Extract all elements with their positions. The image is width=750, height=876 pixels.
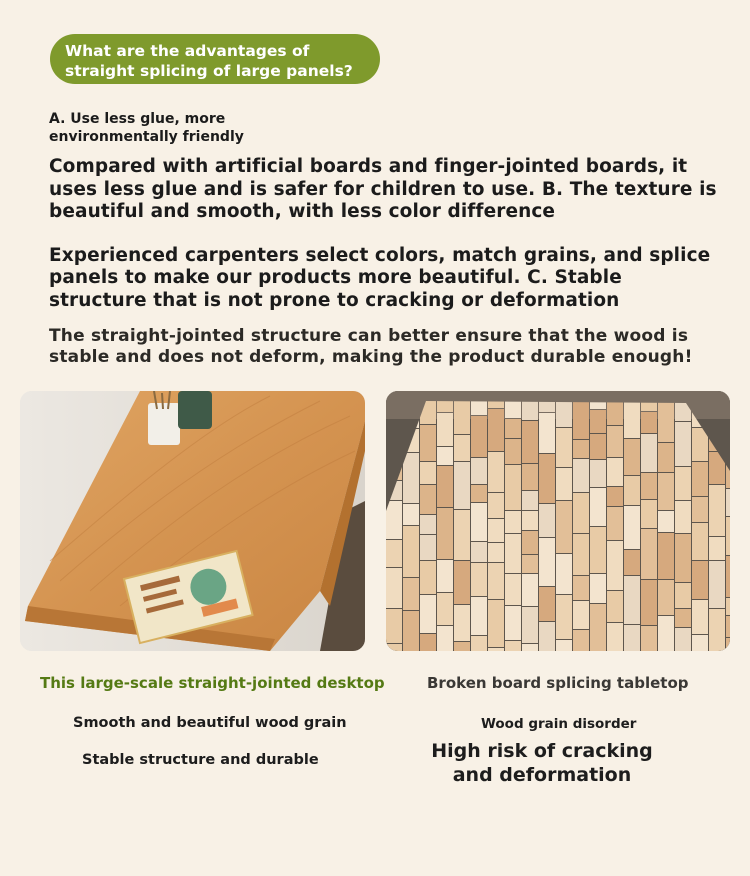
title-line-2: straight splicing of large panels? <box>65 62 353 80</box>
plank-segment <box>556 595 572 639</box>
plank-segment <box>437 626 453 651</box>
plank-segment <box>675 501 691 533</box>
plank-segment <box>420 485 436 514</box>
plank-segment <box>726 556 730 597</box>
plank-segment <box>420 462 436 484</box>
plank-segment <box>403 578 419 610</box>
plank-segment <box>641 434 657 472</box>
title-pill <box>50 34 380 84</box>
plank-segment <box>539 538 555 586</box>
plank-segment <box>692 462 708 496</box>
plank-segment <box>590 604 606 651</box>
plank-segment <box>505 439 521 464</box>
plank-segment <box>437 466 453 507</box>
plank-segment <box>726 489 730 516</box>
plank-segment <box>624 439 640 475</box>
plank-segment <box>403 504 419 525</box>
plank-segment <box>624 550 640 575</box>
plank-segment <box>386 568 402 608</box>
plank-segment <box>624 625 640 651</box>
plank-segment <box>420 561 436 594</box>
plank-segment <box>539 413 555 453</box>
plank-segment <box>488 600 504 647</box>
right-point-grain-disorder: Wood grain disorder <box>481 716 637 732</box>
plank-segment <box>454 605 470 641</box>
section-c-body-line-2: stable and does not deform, making the product durable enough! <box>49 347 693 367</box>
plank-segment <box>709 485 725 536</box>
plank-segment <box>641 473 657 499</box>
section-a-body-line-3: beautiful and smooth, with less color difference <box>49 201 556 222</box>
plank-segment <box>624 476 640 505</box>
section-b-body-line-2: panels to make our products more beautiful. C. Stable <box>49 267 622 288</box>
plank-segment <box>607 541 623 590</box>
plank-segment <box>641 412 657 433</box>
plank-segment <box>505 574 521 605</box>
plank-segment <box>573 440 589 458</box>
straight-jointed-caption: This large-scale straight-jointed desktop <box>40 674 385 692</box>
risk-line-1: High risk of cracking <box>431 740 653 762</box>
plank-segment <box>624 576 640 624</box>
plank-segment <box>505 534 521 573</box>
plank-segment <box>726 616 730 637</box>
plank-segment <box>386 501 402 539</box>
plank-segment <box>641 529 657 579</box>
risk-line-2: and deformation <box>452 764 632 786</box>
plank-segment <box>420 425 436 461</box>
plank-segment <box>641 500 657 528</box>
plank-segment <box>539 587 555 621</box>
plank-segment <box>505 511 521 533</box>
plank-segment <box>624 506 640 549</box>
plank-segment <box>590 574 606 603</box>
plank-segment <box>675 534 691 582</box>
section-a-heading-line-2: environmentally friendly <box>49 129 244 145</box>
plank-segment <box>420 634 436 651</box>
plank-segment <box>607 623 623 651</box>
plank-segment <box>573 601 589 629</box>
right-risk-warning <box>426 739 658 787</box>
plank-segment <box>675 467 691 500</box>
broken-board-caption: Broken board splicing tabletop <box>427 674 689 692</box>
plank-segment <box>641 626 657 651</box>
plank-segment <box>573 576 589 600</box>
plank-segment <box>607 426 623 457</box>
plank-segment <box>607 458 623 486</box>
plank-segment <box>420 535 436 560</box>
plank-segment <box>573 459 589 492</box>
plank-segment <box>471 636 487 651</box>
plank-segment <box>556 428 572 467</box>
plank-segment <box>539 454 555 503</box>
plank-segment <box>573 630 589 651</box>
plank-segment <box>692 561 708 599</box>
section-a-body-line-1: Compared with artificial boards and finger-jointed boards, it <box>49 156 688 177</box>
plank-segment <box>488 648 504 651</box>
plank-segment <box>403 611 419 651</box>
plank-segment <box>709 609 725 651</box>
plank-segment <box>437 447 453 465</box>
plank-segment <box>522 421 538 463</box>
plank-segment <box>488 543 504 562</box>
plank-segment <box>573 534 589 575</box>
plank-segment <box>403 526 419 577</box>
plank-segment <box>471 542 487 562</box>
plank-segment <box>658 473 674 510</box>
plank-segment <box>658 443 674 472</box>
plank-segment <box>471 597 487 635</box>
plank-segment <box>726 638 730 651</box>
plank-segment <box>454 435 470 461</box>
plank-segment <box>488 519 504 542</box>
plank-segment <box>522 607 538 643</box>
plank-segment <box>590 527 606 573</box>
plank-segment <box>726 598 730 615</box>
straight-jointed-desk-photo <box>20 391 365 651</box>
plank-segment <box>488 493 504 518</box>
section-b-body-line-1: Experienced carpenters select colors, match grains, and splice <box>49 245 711 266</box>
plank-segment <box>488 563 504 599</box>
plank-segment <box>454 462 470 509</box>
plank-segment <box>386 609 402 643</box>
plank-segment <box>505 641 521 651</box>
plank-segment <box>471 416 487 457</box>
plank-segment <box>437 508 453 559</box>
plank-segment <box>454 510 470 560</box>
left-point-durable: Stable structure and durable <box>82 752 319 768</box>
plank-segment <box>607 487 623 506</box>
plank-segment <box>590 434 606 459</box>
plank-segment <box>522 511 538 530</box>
plank-segment <box>641 580 657 625</box>
plank-segment <box>420 515 436 534</box>
plank-segment <box>522 644 538 651</box>
plank-segment <box>675 609 691 627</box>
title-line-1: What are the advantages of <box>65 42 310 60</box>
plank-segment <box>505 465 521 510</box>
plank-segment <box>590 488 606 526</box>
plank-segment <box>556 554 572 594</box>
plank-segment <box>454 642 470 651</box>
plank-segment <box>556 640 572 651</box>
plank-segment <box>522 464 538 490</box>
plank-segment <box>386 644 402 651</box>
plank-segment <box>505 419 521 438</box>
plank-segment <box>522 531 538 554</box>
plank-segment <box>522 491 538 510</box>
plank-segment <box>403 453 419 503</box>
plank-segment <box>675 583 691 608</box>
plank-segment <box>692 497 708 522</box>
plank-segment <box>590 410 606 433</box>
plank-segment <box>607 507 623 540</box>
plank-segment <box>420 595 436 633</box>
plank-segment <box>437 413 453 446</box>
plank-segment <box>488 409 504 451</box>
plank-segment <box>692 523 708 560</box>
plank-segment <box>471 503 487 541</box>
section-a-heading-line-1: A. Use less glue, more <box>49 111 226 127</box>
plank-segment <box>709 537 725 560</box>
plank-segment <box>658 511 674 532</box>
plank-segment <box>471 458 487 484</box>
broken-board-tabletop-photo <box>386 391 730 651</box>
plank-segment <box>556 468 572 500</box>
plank-segment <box>590 460 606 487</box>
plank-segment <box>386 540 402 567</box>
plank-segment <box>692 600 708 634</box>
plank-segment <box>522 574 538 606</box>
section-a-body-line-2: uses less glue and is safer for children to use. B. The texture is <box>49 179 717 200</box>
plank-segment <box>709 561 725 608</box>
plank-segment <box>726 517 730 555</box>
plank-segment <box>607 591 623 622</box>
plank-segment <box>692 635 708 651</box>
plank-segment <box>437 560 453 592</box>
plank-segment <box>675 628 691 651</box>
plank-segment <box>437 593 453 625</box>
plank-segment <box>454 561 470 604</box>
left-point-wood-grain: Smooth and beautiful wood grain <box>73 715 347 731</box>
plank-segment <box>675 422 691 466</box>
plank-segment <box>505 606 521 640</box>
plank-segment <box>539 504 555 537</box>
plank-segment <box>539 622 555 651</box>
plank-segment <box>658 580 674 615</box>
plank-segment <box>573 493 589 533</box>
section-b-body-line-3: structure that is not prone to cracking or deformation <box>49 290 620 311</box>
plank-segment <box>471 563 487 596</box>
plank-segment <box>658 616 674 651</box>
plank-segment <box>471 485 487 502</box>
plank-segment <box>488 452 504 492</box>
plank-segment <box>556 501 572 553</box>
plank-segment <box>522 555 538 573</box>
plank-segment <box>658 533 674 579</box>
section-c-body-line-1: The straight-jointed structure can better ensure that the wood is <box>49 326 689 346</box>
